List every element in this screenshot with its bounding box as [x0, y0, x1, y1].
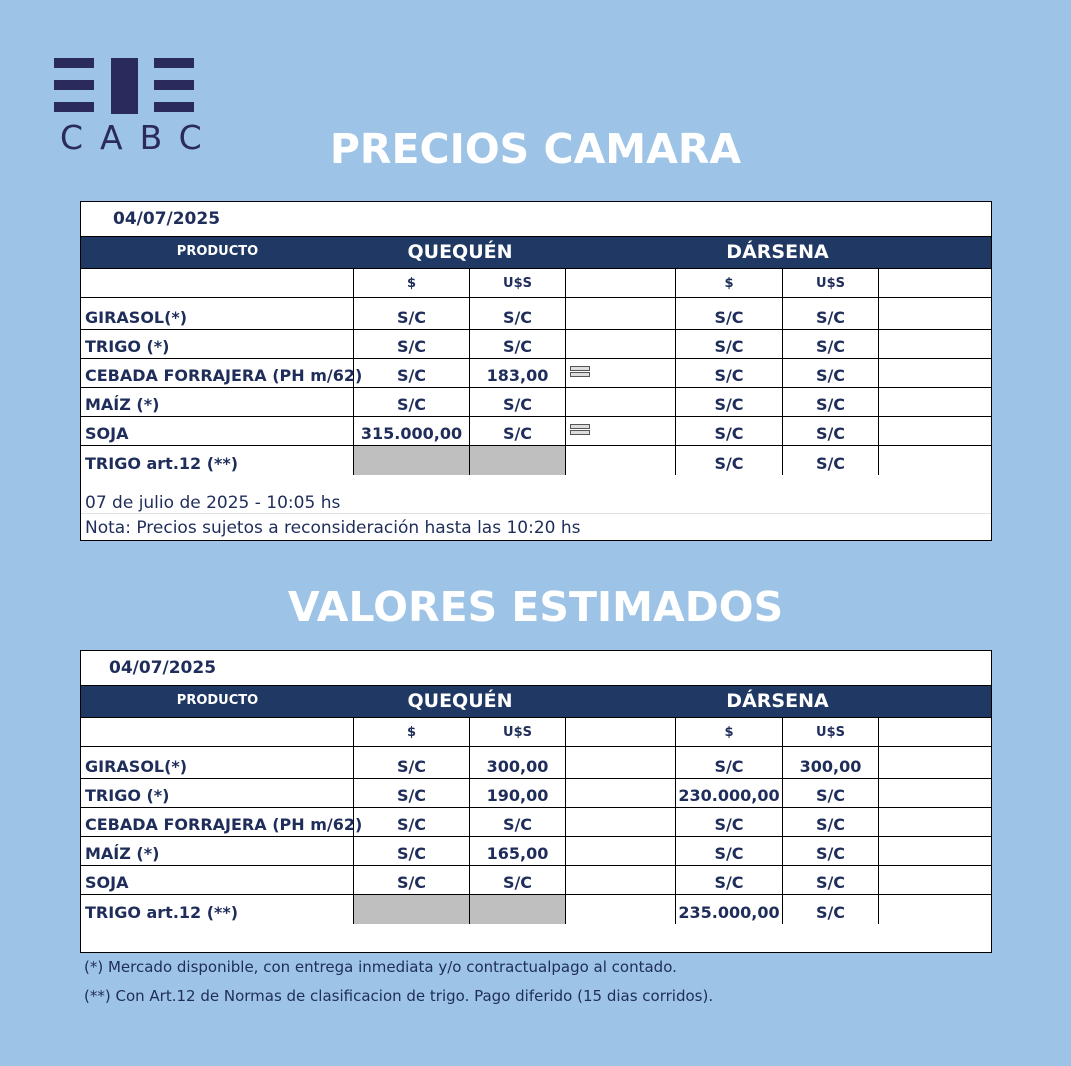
estimados-table — [80, 650, 992, 953]
header-port-quequen: QUEQUÉN — [407, 689, 513, 712]
product-name: SOJA — [81, 417, 354, 445]
table-row — [81, 895, 991, 924]
table-row — [81, 446, 991, 475]
section-title-estimados: VALORES ESTIMADOS — [287, 583, 784, 631]
product-name: MAÍZ (*) — [81, 837, 354, 865]
quequen-usd-price: S/C — [470, 866, 566, 894]
table-row — [81, 359, 991, 388]
stack-icon — [570, 366, 590, 378]
currency-ars: $ — [354, 718, 470, 746]
table-date: 04/07/2025 — [81, 651, 991, 686]
table-row — [81, 298, 991, 330]
darsena-ars-price: 230.000,00 — [676, 779, 783, 807]
table-row — [81, 837, 991, 866]
product-name: TRIGO art.12 (**) — [81, 446, 354, 475]
update-timestamp: 07 de julio de 2025 - 10:05 hs — [81, 475, 991, 514]
product-name: CEBADA FORRAJERA (PH m/62) — [81, 359, 354, 387]
currency-usd: U$S — [783, 269, 879, 297]
quequen-ars-price: S/C — [354, 388, 470, 416]
darsena-ars-price: S/C — [676, 446, 783, 475]
darsena-usd-price: S/C — [783, 779, 879, 807]
darsena-usd-price: S/C — [783, 446, 879, 475]
footnote-2: (**) Con Art.12 de Normas de clasificacion de trigo. Pago diferido (15 dias corridos). — [84, 987, 714, 1005]
table-header — [81, 237, 991, 269]
darsena-ars-price: S/C — [676, 747, 783, 778]
quequen-usd-price: S/C — [470, 808, 566, 836]
darsena-ars-price: S/C — [676, 866, 783, 894]
logo-text: CABC — [60, 118, 219, 157]
empty-row — [81, 924, 991, 952]
quequen-usd-price: S/C — [470, 330, 566, 358]
darsena-ars-price: S/C — [676, 330, 783, 358]
currency-usd: U$S — [470, 269, 566, 297]
quequen-usd-price: 300,00 — [470, 747, 566, 778]
darsena-ars-price: S/C — [676, 388, 783, 416]
table-row — [81, 808, 991, 837]
footnote-1: (*) Mercado disponible, con entrega inmediata y/o contractualpago al contado. — [84, 958, 677, 976]
quequen-usd-price: S/C — [470, 388, 566, 416]
table-row — [81, 330, 991, 359]
quequen-usd-price: 183,00 — [470, 359, 566, 387]
header-port-darsena: DÁRSENA — [726, 240, 829, 263]
darsena-usd-price: S/C — [783, 866, 879, 894]
table-header — [81, 686, 991, 718]
darsena-usd-price: 300,00 — [783, 747, 879, 778]
darsena-ars-price: S/C — [676, 837, 783, 865]
product-name: TRIGO (*) — [81, 779, 354, 807]
header-port-darsena: DÁRSENA — [726, 689, 829, 712]
currency-ars: $ — [676, 718, 783, 746]
table-row — [81, 779, 991, 808]
quequen-ars-price: S/C — [354, 747, 470, 778]
darsena-usd-price: S/C — [783, 388, 879, 416]
table-date: 04/07/2025 — [81, 202, 991, 237]
header-product: PRODUCTO — [176, 693, 259, 708]
darsena-ars-price: 235.000,00 — [676, 895, 783, 924]
product-name: CEBADA FORRAJERA (PH m/62) — [81, 808, 354, 836]
header-port-quequen: QUEQUÉN — [407, 240, 513, 263]
quequen-ars-price: S/C — [354, 359, 470, 387]
quequen-usd-price: S/C — [470, 298, 566, 329]
currency-subheader — [81, 269, 991, 298]
currency-ars: $ — [676, 269, 783, 297]
quequen-ars-price: 315.000,00 — [354, 417, 470, 445]
darsena-usd-price: S/C — [783, 808, 879, 836]
darsena-usd-price: S/C — [783, 417, 879, 445]
darsena-ars-price: S/C — [676, 298, 783, 329]
quequen-ars-price: S/C — [354, 779, 470, 807]
quequen-ars-price: S/C — [354, 808, 470, 836]
product-name: MAÍZ (*) — [81, 388, 354, 416]
darsena-ars-price: S/C — [676, 359, 783, 387]
currency-ars: $ — [354, 269, 470, 297]
currency-usd: U$S — [470, 718, 566, 746]
quequen-usd-price: 165,00 — [470, 837, 566, 865]
section-title-precios: PRECIOS CAMARA — [329, 125, 742, 173]
currency-usd: U$S — [783, 718, 879, 746]
table-row — [81, 417, 991, 446]
table-row — [81, 388, 991, 417]
darsena-ars-price: S/C — [676, 808, 783, 836]
darsena-ars-price: S/C — [676, 417, 783, 445]
header-product: PRODUCTO — [176, 244, 259, 259]
product-name: TRIGO art.12 (**) — [81, 895, 354, 924]
precios-table — [80, 201, 992, 541]
stack-icon — [570, 424, 590, 436]
darsena-usd-price: S/C — [783, 330, 879, 358]
darsena-usd-price: S/C — [783, 298, 879, 329]
quequen-usd-price — [470, 446, 566, 475]
product-name: SOJA — [81, 866, 354, 894]
quequen-usd-price — [470, 895, 566, 924]
quequen-ars-price: S/C — [354, 298, 470, 329]
quequen-usd-price: 190,00 — [470, 779, 566, 807]
table-row — [81, 866, 991, 895]
quequen-ars-price: S/C — [354, 837, 470, 865]
product-name: GIRASOL(*) — [81, 747, 354, 778]
darsena-usd-price: S/C — [783, 359, 879, 387]
quequen-ars-price: S/C — [354, 330, 470, 358]
table-row — [81, 747, 991, 779]
darsena-usd-price: S/C — [783, 837, 879, 865]
quequen-usd-price: S/C — [470, 417, 566, 445]
quequen-ars-price: S/C — [354, 866, 470, 894]
quequen-ars-price — [354, 895, 470, 924]
currency-subheader — [81, 718, 991, 747]
quequen-ars-price — [354, 446, 470, 475]
darsena-usd-price: S/C — [783, 895, 879, 924]
price-note: Nota: Precios sujetos a reconsideración hasta las 10:20 hs — [85, 518, 581, 538]
product-name: TRIGO (*) — [81, 330, 354, 358]
product-name: GIRASOL(*) — [81, 298, 354, 329]
